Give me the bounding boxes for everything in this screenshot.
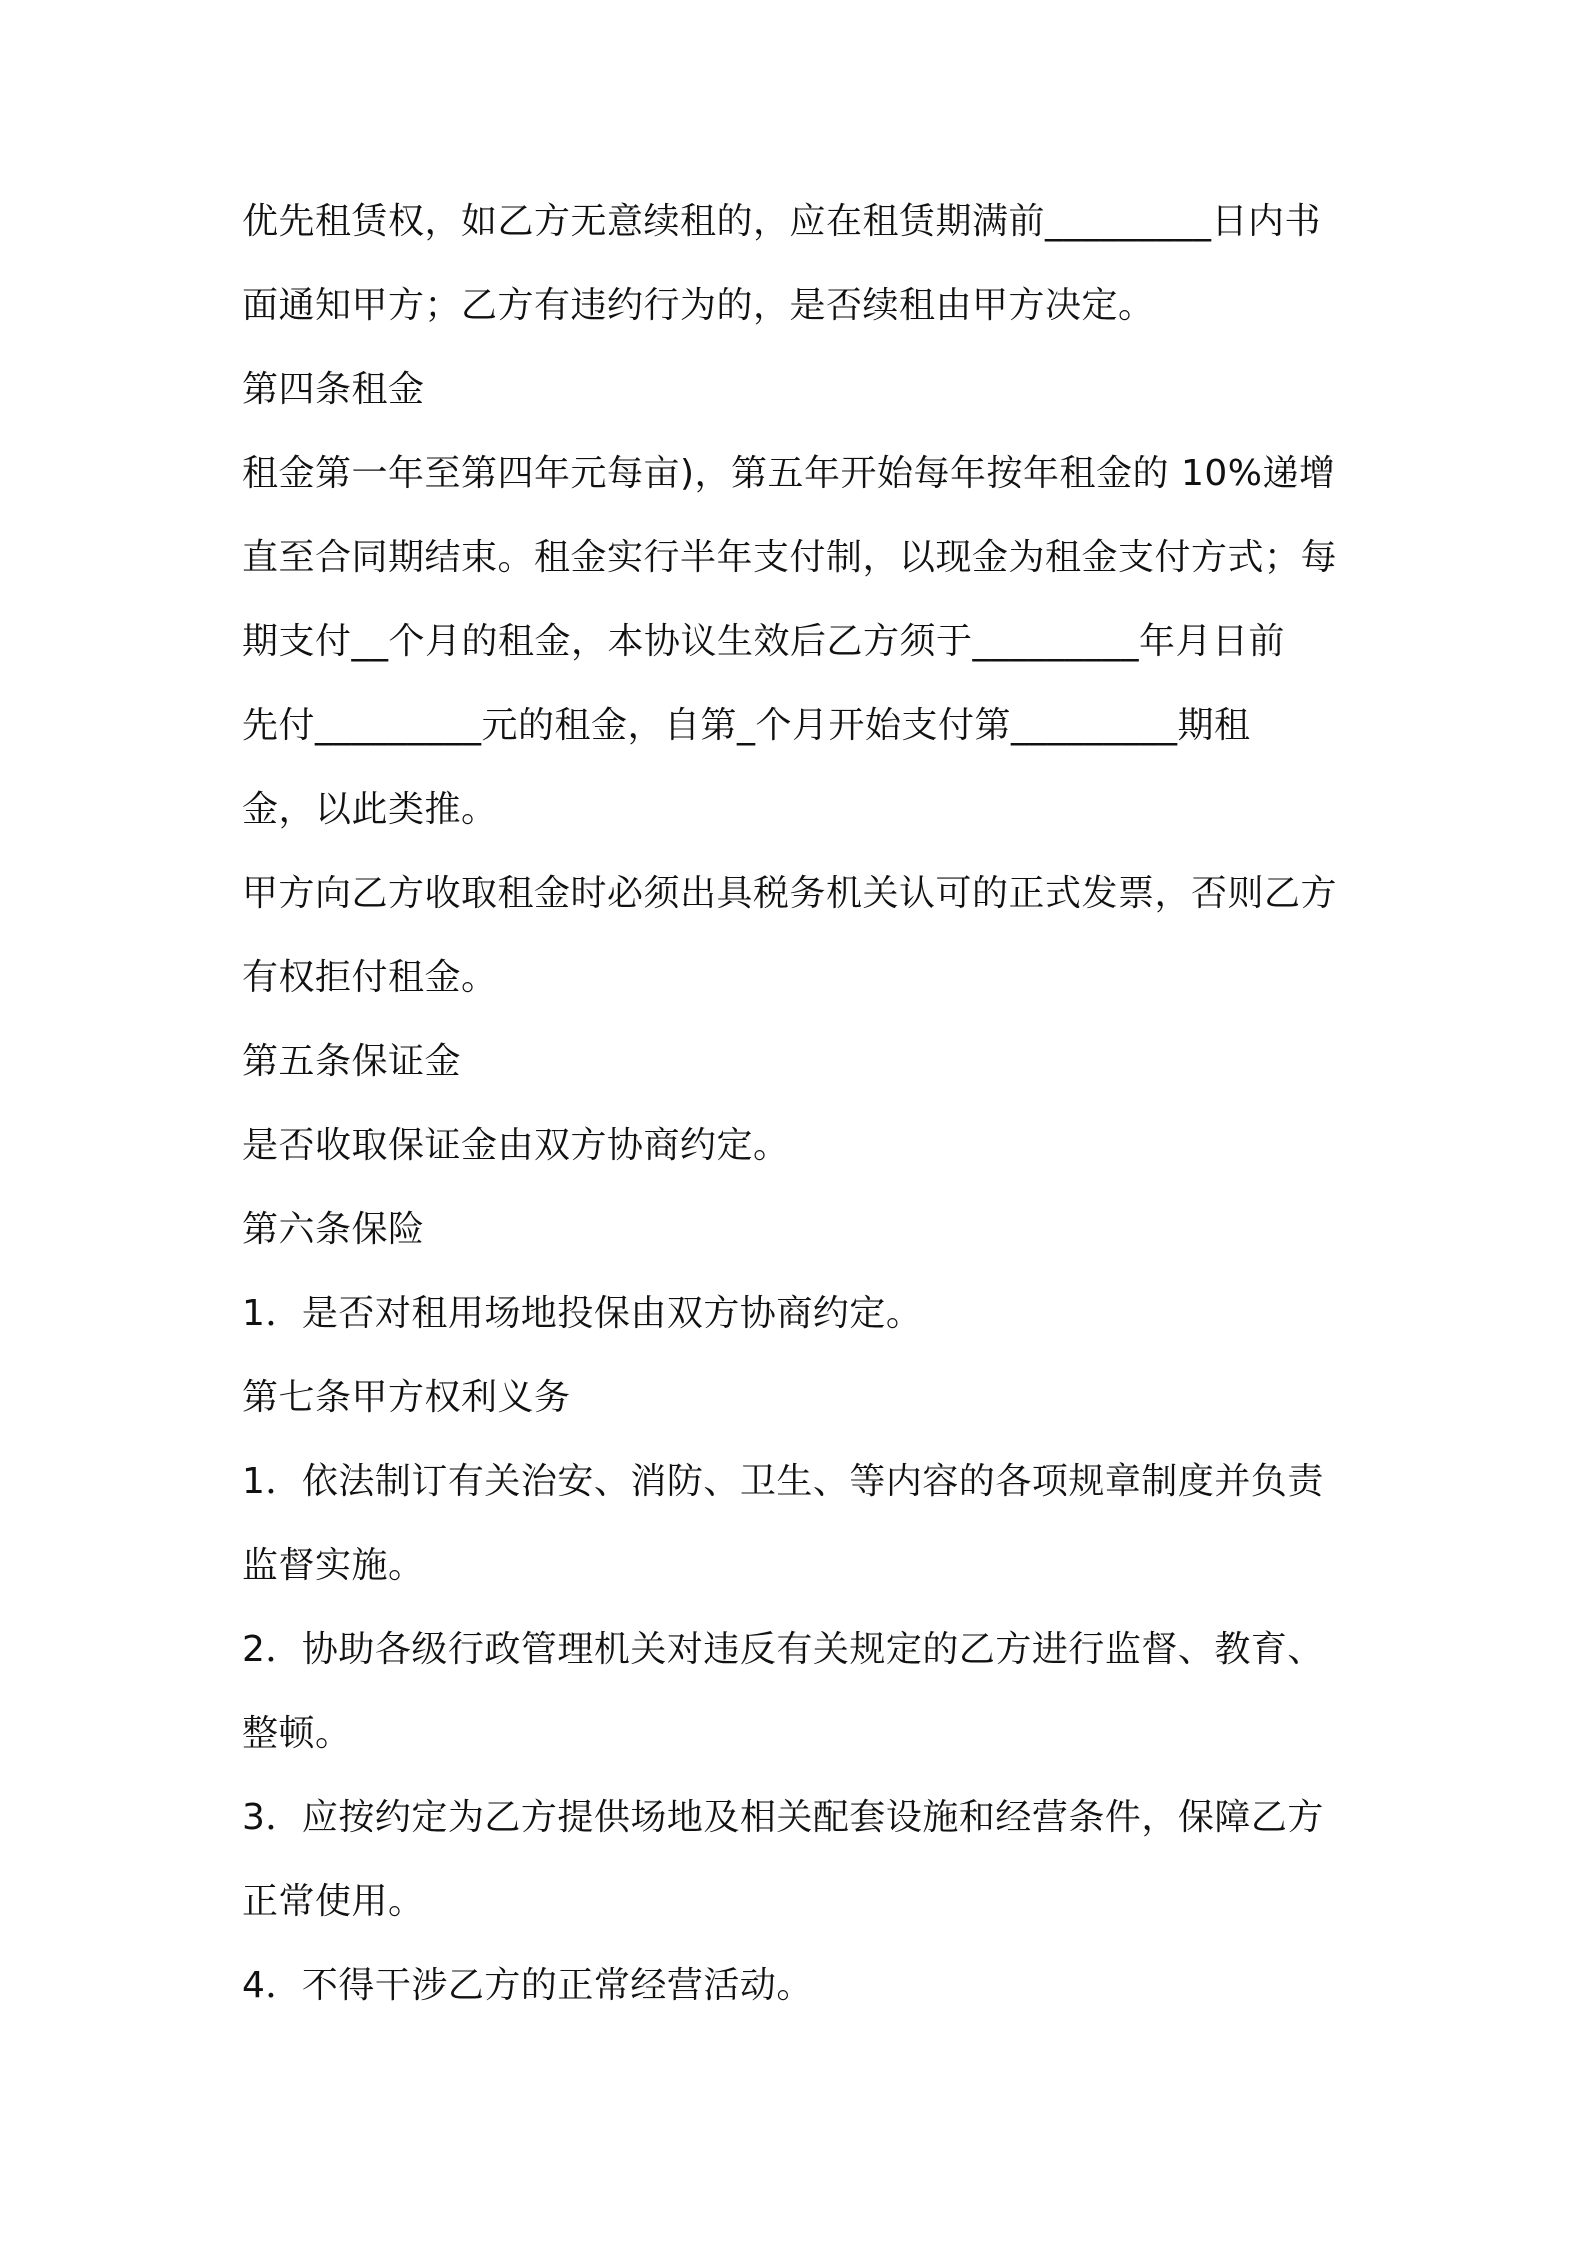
section-heading-insurance: 第六条保险 [242,1209,425,1250]
text-line-9: 甲方向乙方收取租金时必须出具税务机关认可的正式发票，否则乙方 [242,873,1338,914]
text-line-6: 期支付__个月的租金，本协议生效后乙方须于_________年月日前 [242,621,1286,662]
list-item-party-a-4: 4．不得干涉乙方的正常经营活动。 [242,1965,813,2006]
text-line-5: 直至合同期结束。租金实行半年支付制，以现金为租金支付方式；每 [242,537,1338,578]
text-line-4: 租金第一年至第四年元每亩)，第五年开始每年按年租金的 10%递增 [242,453,1336,494]
list-item-party-a-3-cont: 正常使用。 [242,1881,425,1922]
list-item-party-a-2: 2．协助各级行政管理机关对违反有关规定的乙方进行监督、教育、 [242,1629,1324,1670]
section-heading-rent: 第四条租金 [242,369,425,410]
text-line-7: 先付_________元的租金，自第_个月开始支付第_________期租 [242,705,1251,746]
text-line-2: 面通知甲方；乙方有违约行为的，是否续租由甲方决定。 [242,285,1155,326]
list-item-party-a-1-cont: 监督实施。 [242,1545,425,1586]
list-item-party-a-1: 1．依法制订有关治安、消防、卫生、等内容的各项规章制度并负责 [242,1461,1324,1502]
section-heading-deposit: 第五条保证金 [242,1041,462,1082]
text-line-1: 优先租赁权，如乙方无意续租的，应在租赁期满前_________日内书 [242,201,1322,242]
text-line-8: 金，以此类推。 [242,789,498,830]
list-item-party-a-2-cont: 整顿。 [242,1713,352,1754]
list-item-insurance-1: 1．是否对租用场地投保由双方协商约定。 [242,1293,923,1334]
text-line-12: 是否收取保证金由双方协商约定。 [242,1125,790,1166]
text-line-10: 有权拒付租金。 [242,957,498,998]
section-heading-party-a: 第七条甲方权利义务 [242,1377,571,1418]
list-item-party-a-3: 3．应按约定为乙方提供场地及相关配套设施和经营条件，保障乙方 [242,1797,1324,1838]
